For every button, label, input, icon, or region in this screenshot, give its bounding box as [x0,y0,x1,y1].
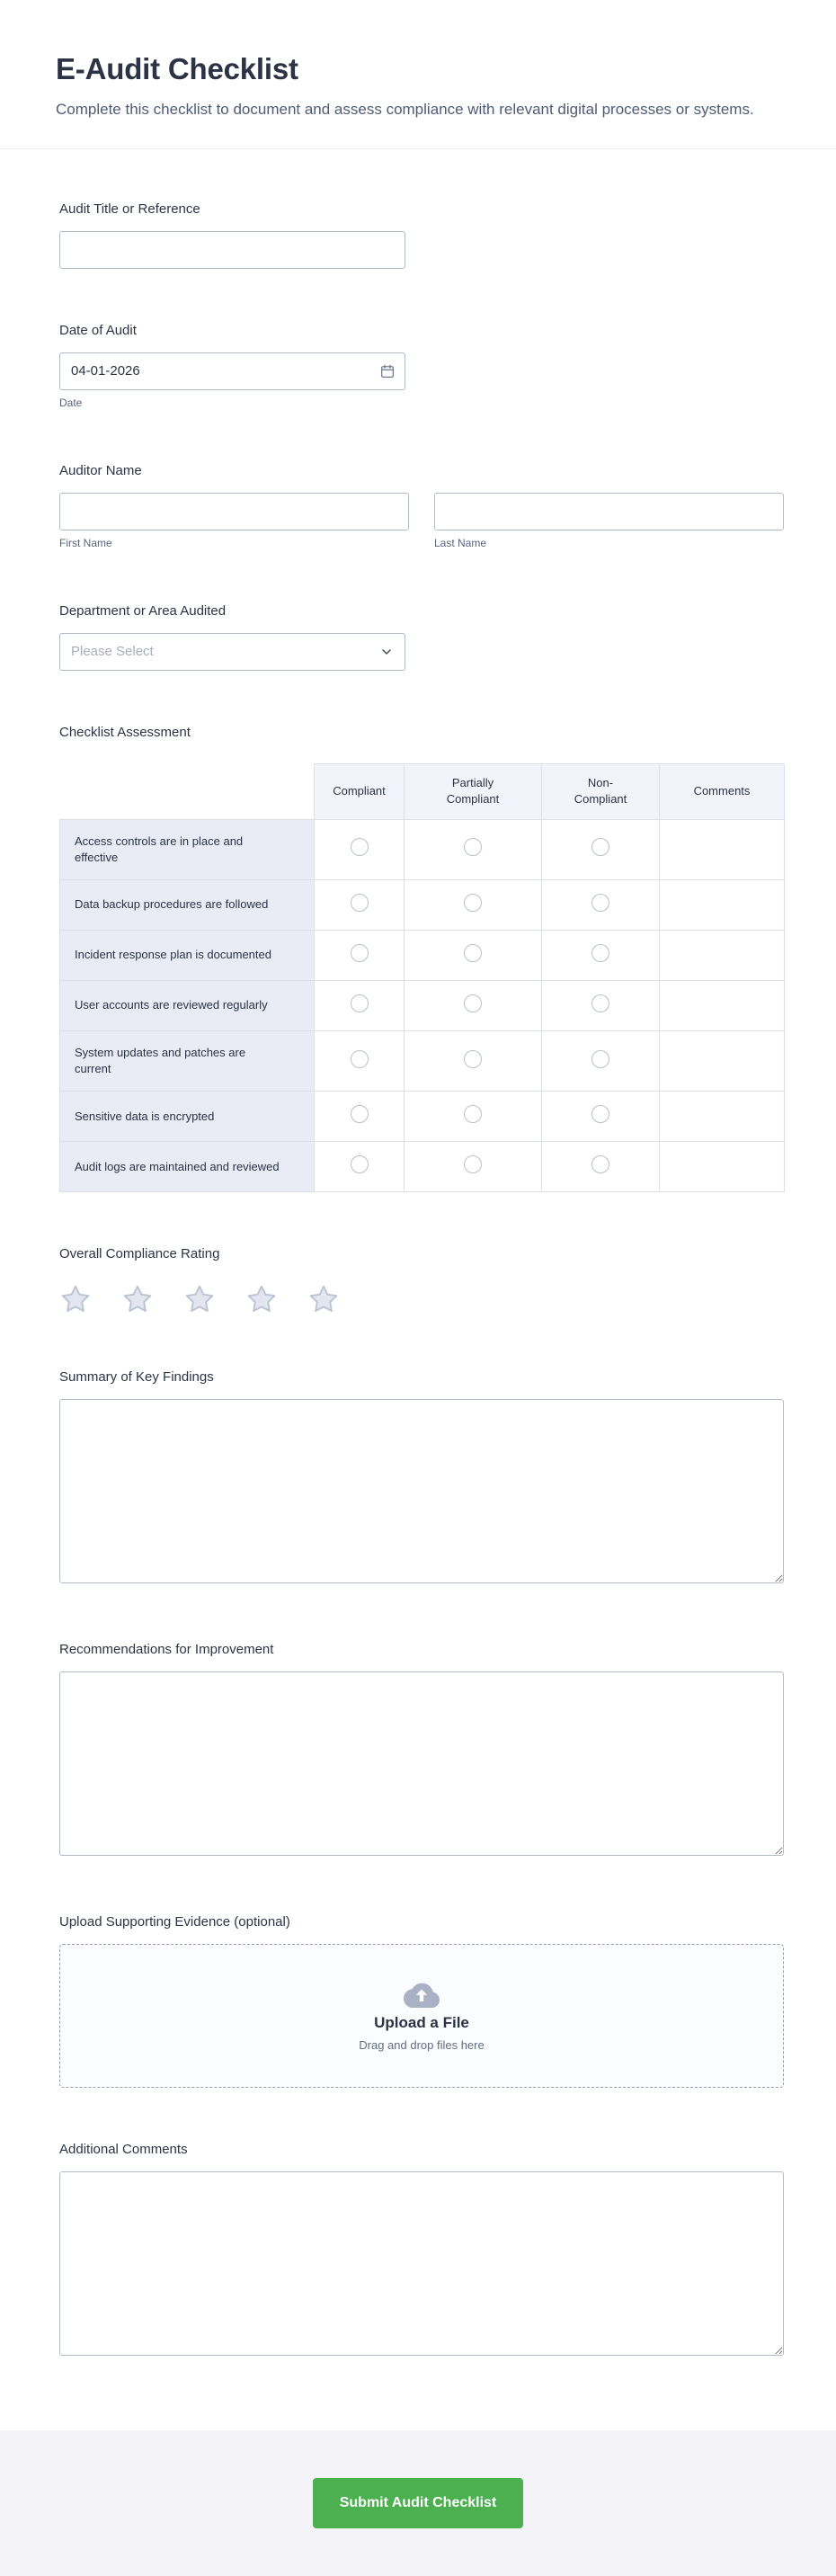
matrix-radio-cell[interactable] [315,1142,405,1192]
summary-textarea[interactable] [59,1399,784,1583]
radio-button[interactable] [351,1050,369,1068]
auditor-name-label: Auditor Name [59,462,142,478]
matrix-radio-cell[interactable] [405,930,542,980]
matrix-comment-cell[interactable] [660,930,785,980]
matrix-body [60,819,785,1192]
question-checklist-matrix [59,723,784,1193]
matrix-radio-cell[interactable] [315,879,405,930]
star-icon[interactable] [59,1283,92,1315]
matrix-radio-cell[interactable] [405,819,542,879]
matrix-radio-cell[interactable] [542,1092,660,1142]
matrix-radio-cell[interactable] [542,930,660,980]
radio-button[interactable] [591,894,609,912]
matrix-comment-cell[interactable] [660,1142,785,1192]
radio-button[interactable] [351,894,369,912]
radio-button[interactable] [591,1155,609,1173]
matrix-row-label: Sensitive data is encrypted [60,1092,315,1142]
audit-title-label: Audit Title or Reference [59,201,200,217]
matrix-comment-cell[interactable] [660,879,785,930]
matrix-row [60,879,785,930]
department-select[interactable] [59,633,405,671]
matrix-corner-cell [60,763,315,819]
recommendations-label: Recommendations for Improvement [59,1642,274,1658]
matrix-comment-cell[interactable] [660,1030,785,1091]
file-upload-dropzone[interactable] [59,1944,784,2088]
matrix-column-header-partially-compliant: Partially Compliant [405,763,542,819]
question-department [59,602,784,671]
matrix-column-header-non-compliant: Non-Compliant [542,763,660,819]
radio-button[interactable] [464,1050,482,1068]
radio-button[interactable] [351,944,369,962]
first-name-sublabel: First Name [59,536,112,549]
matrix-comment-cell[interactable] [660,980,785,1030]
date-input[interactable] [59,352,405,390]
form-header [0,0,836,148]
radio-button[interactable] [591,1105,609,1123]
star-rating [59,1276,784,1315]
matrix-header-row [60,763,785,819]
matrix-radio-cell[interactable] [405,879,542,930]
matrix-row-label: Audit logs are maintained and reviewed [60,1142,315,1192]
last-name-field [434,493,784,549]
matrix-column-header-compliant: Compliant [315,763,405,819]
matrix-row-label: Incident response plan is documented [60,930,315,980]
matrix-radio-cell[interactable] [405,1030,542,1091]
matrix-column-header-comments: Comments [660,763,785,819]
form-title: E-Audit Checklist [56,52,298,85]
additional-comments-textarea[interactable] [59,2171,784,2356]
radio-button[interactable] [591,994,609,1012]
matrix-radio-cell[interactable] [315,930,405,980]
question-rating [59,1244,784,1315]
select-placeholder: Please Select [71,644,154,659]
matrix-comment-cell[interactable] [660,1092,785,1142]
audit-date-label: Date of Audit [59,322,137,338]
first-name-field [59,493,409,549]
matrix-radio-cell[interactable] [315,1092,405,1142]
upload-hint: Drag and drop files here [359,2037,485,2052]
submit-button[interactable]: Submit Audit Checklist [313,2478,524,2528]
matrix-row [60,980,785,1030]
summary-label: Summary of Key Findings [59,1369,214,1386]
radio-button[interactable] [464,1155,482,1173]
upload-button-text: Upload a File [374,2013,469,2031]
radio-button[interactable] [591,838,609,856]
rating-label: Overall Compliance Rating [59,1246,220,1262]
radio-button[interactable] [591,1050,609,1068]
recommendations-textarea[interactable] [59,1671,784,1856]
matrix-radio-cell[interactable] [315,980,405,1030]
additional-comments-label: Additional Comments [59,2142,188,2158]
matrix-row [60,1030,785,1091]
question-audit-date [59,321,784,409]
matrix-radio-cell[interactable] [405,1142,542,1192]
star-icon[interactable] [307,1283,340,1315]
radio-button[interactable] [351,1155,369,1173]
chevron-down-icon [379,645,394,659]
audit-title-input[interactable] [59,231,405,269]
matrix-row-label: Access controls are in place and effective [60,819,315,879]
checklist-label: Checklist Assessment [59,724,191,740]
radio-button[interactable] [351,1105,369,1123]
matrix-radio-cell[interactable] [542,980,660,1030]
form-footer [0,2430,836,2576]
form-body [0,149,836,2361]
star-icon[interactable] [245,1283,278,1315]
last-name-input[interactable] [434,493,784,530]
matrix-row [60,1092,785,1142]
matrix-radio-cell[interactable] [405,980,542,1030]
radio-button[interactable] [351,838,369,856]
radio-button[interactable] [464,838,482,856]
star-icon[interactable] [183,1283,216,1315]
form-subtitle: Complete this checklist to document and assess compliance with relevant digital processes or systems. [56,101,754,118]
matrix-row [60,819,785,879]
star-icon[interactable] [121,1283,154,1315]
first-name-input[interactable] [59,493,409,530]
matrix-comment-cell[interactable] [660,819,785,879]
department-label: Department or Area Audited [59,602,227,619]
upload-cloud-icon [403,1981,440,2008]
question-audit-title [59,200,784,269]
name-row [59,493,784,549]
matrix-row-label: Data backup procedures are followed [60,879,315,930]
upload-label: Upload Supporting Evidence (optional) [59,1914,290,1930]
matrix-radio-cell[interactable] [542,1142,660,1192]
question-recommendations [59,1640,784,1860]
question-summary [59,1368,784,1588]
date-sublabel: Date [59,396,83,409]
last-name-sublabel: Last Name [434,536,487,549]
matrix-radio-cell[interactable] [542,879,660,930]
radio-button[interactable] [591,944,609,962]
calendar-icon[interactable] [379,363,396,379]
date-field [59,352,405,390]
radio-button[interactable] [464,994,482,1012]
matrix-radio-cell[interactable] [405,1092,542,1142]
matrix-radio-cell[interactable] [315,1030,405,1091]
question-upload [59,1912,784,2088]
matrix-radio-cell[interactable] [542,819,660,879]
radio-button[interactable] [464,944,482,962]
matrix-row-label: System updates and patches are current [60,1030,315,1091]
matrix-radio-cell[interactable] [315,819,405,879]
matrix-radio-cell[interactable] [542,1030,660,1091]
question-auditor-name [59,461,784,549]
radio-button[interactable] [464,894,482,912]
checklist-matrix-table [59,763,785,1193]
matrix-row-label: User accounts are reviewed regularly [60,980,315,1030]
question-additional-comments [59,2140,784,2360]
matrix-row [60,1142,785,1192]
radio-button[interactable] [351,994,369,1012]
radio-button[interactable] [464,1105,482,1123]
matrix-row [60,930,785,980]
